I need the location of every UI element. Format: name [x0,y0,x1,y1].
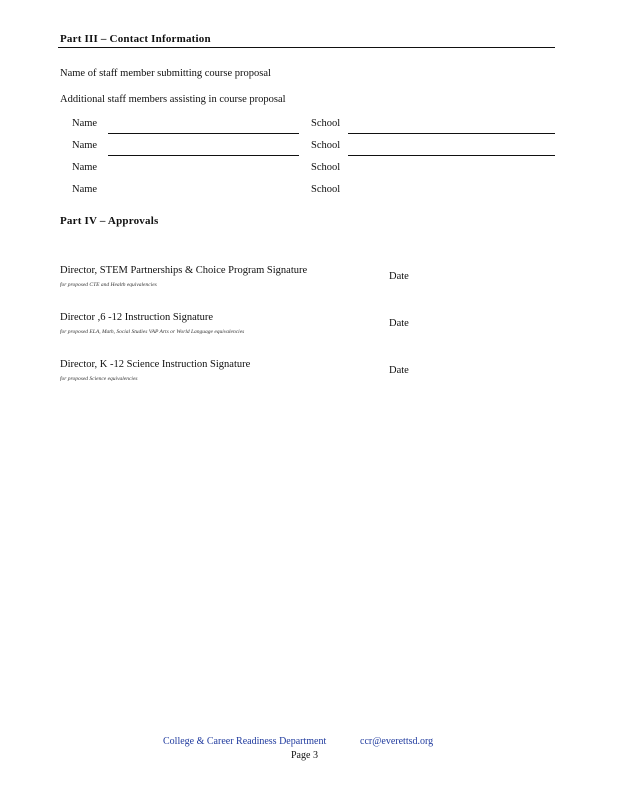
approval-title: Director, K -12 Science Instruction Signature [60,359,251,370]
date-label: Date [389,365,409,376]
school-label: School [311,162,341,173]
school-label: School [311,184,341,195]
date-label: Date [389,271,409,282]
school-field-line[interactable] [348,133,555,134]
page-number: Page 3 [291,750,318,761]
footer-department: College & Career Readiness Department [163,736,327,747]
additional-staff-label: Additional staff members assisting in course proposal [60,94,286,105]
approval-note: for proposed ELA, Math, Social Studies VAP Arts or World Language equivalencies [60,329,245,335]
name-field-line[interactable] [108,155,299,156]
name-label: Name [72,184,98,195]
approval-note: for proposed Science equivalencies [60,376,138,382]
date-label: Date [389,318,409,329]
approval-title: Director ,6 -12 Instruction Signature [60,312,214,323]
heading-rule [58,47,555,48]
school-field-line[interactable] [348,155,555,156]
school-label: School [311,140,341,151]
part4-heading: Part IV – Approvals [60,215,159,227]
approval-note: for proposed CTE and Health equivalencies [60,282,157,288]
part3-heading: Part III – Contact Information [60,33,211,45]
approval-title: Director, STEM Partnerships & Choice Program Signature [60,265,308,276]
name-label: Name [72,162,98,173]
school-label: School [311,118,341,129]
footer-email[interactable]: ccr@everettsd.org [360,736,434,747]
staff-submitting-label: Name of staff member submitting course proposal [60,68,271,79]
name-label: Name [72,140,98,151]
name-field-line[interactable] [108,133,299,134]
name-label: Name [72,118,98,129]
